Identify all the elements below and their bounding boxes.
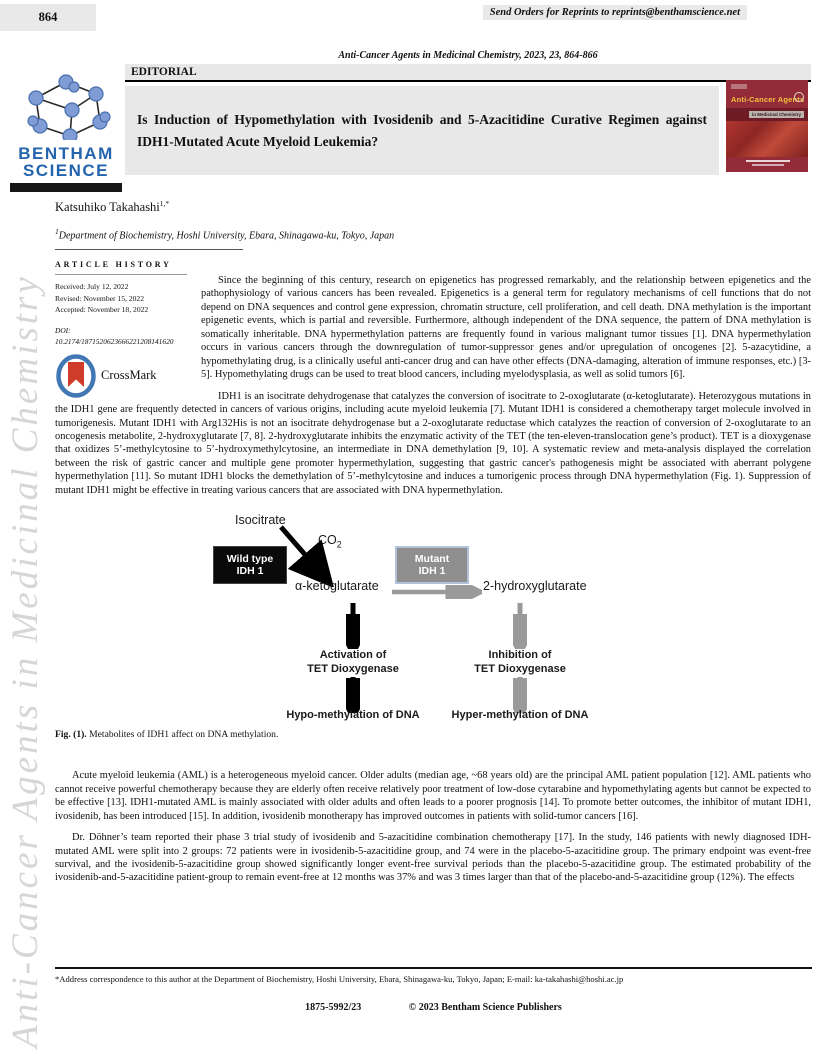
fig-co2-subscript: 2 xyxy=(336,539,342,550)
paragraph-phase3-trial: Dr. Döhner’s team reported their phase 3 trial study of ivosidenib and 5-azacitidine combination chemotherapy [17]. In the study, 146 patients with newly diagnosed IDH-mutated AML were split into 2 groups: 72 patients were in ivosidenib-5-azacitidine group, and 74 were in the placebo-5-azacitidine group. The primary endpoint was event-free survival, and the ivosidenib-5-azacitidine group showed significantly longer event-free survival periods than the placebo-5-azacitidine group. The estimated probability of the ivosidenib-and-5-azacitidine patient-group to remain event-free at 12 months was 37% and was 3 times larger than that of the placebo-and-5-azacitidine group (12%). The effects xyxy=(55,832,811,884)
article-title: Is Induction of Hypomethylation with Ivosidenib and 5-Azacitidine Curative Regimen against IDH1-Mutated Acute Myeloid Leukemia? xyxy=(137,111,707,149)
history-top-rule xyxy=(55,249,243,250)
fig-co2-base: CO xyxy=(318,533,337,548)
fig-inhibition-line2: TET Dioxygenase xyxy=(474,663,566,675)
affiliation-line xyxy=(55,227,394,241)
fig-2-hydroxyglutarate-label: 2-hydroxyglutarate xyxy=(483,579,587,594)
section-label: EDITORIAL xyxy=(125,64,811,82)
crossmark-badge[interactable] xyxy=(55,354,187,398)
history-accepted: Accepted: November 18, 2022 xyxy=(55,305,149,315)
fig-wild-line1: Wild type xyxy=(226,552,274,565)
doi-label: DOI: xyxy=(55,325,71,335)
article-history-rule xyxy=(55,274,187,275)
figure-caption-label: Fig. (1). xyxy=(55,729,87,741)
crossmark-icon xyxy=(55,354,97,398)
crossmark-label: CrossMark xyxy=(101,368,157,383)
article-history-box xyxy=(55,251,187,398)
arrow-akg-to-activation xyxy=(346,603,360,649)
arrow-isocitrate-to-akg xyxy=(275,523,345,587)
fig-alpha-ketoglutarate-label: α-ketoglutarate xyxy=(295,579,379,594)
paragraph-idh1-mechanism: IDH1 is an isocitrate dehydrogenase that catalyzes the conversion of isocitrate to 2-oxoglutarate (α-ketoglutarate). Heterozygous mutations in the IDH1 gene are frequently detected in cancers of various origins, including acute myeloid leukemia [7]. Mutant IDH1 is considered a chemotherapy target molecule involved in tumorigenesis. Mutant IDH1 with Arg132His is not an isocitrate dehydrogenase but a 2-oxoglutarate reductase which catalyzes the reaction of conversion of 2-oxoglutarate to an oncogenesis metabolite, 2-hydroxyglutarate [7, 8]. 2-hydroxyglutarate inhibits the enzymatic activity of the TET (the ten-eleven-translocation gene’s product). TET is a dioxygenase that oxidizes 5’-methylcytosine to 5’-hydroxymethylcytosine, an intermediate in DNA demethylation [9, 10]. A systematic review and meta-analysis displayed the correlation between the risk of gastric cancer and multiple gene promoter hypermethylation, suggesting that gastric cancer's pathogenesis might be associated with aberrant polygene hypermethylation [11]. So mutant IDH1 blocks the demethylation of 5’-methylcytosine and induces a tumorigenic process through DNA hypermethylation (Fig. 1). Suppression of mutant IDH1 might be effective in treating various cancers that are associated with DNA hypermethylation. xyxy=(55,390,811,496)
molecule-icon xyxy=(14,74,118,140)
publisher-footer-line xyxy=(55,1002,812,1013)
journal-citation-line: Anti-Cancer Agents in Medicinal Chemistry, 2023, 23, 864-866 xyxy=(338,50,598,61)
affiliation-text: Department of Biochemistry, Hoshi University, Ebara, Shinagawa-ku, Tokyo, Japan xyxy=(58,230,395,242)
arrow-akg-to-2hg xyxy=(390,585,482,599)
publisher-logo xyxy=(10,74,122,192)
figure-caption-text: Metabolites of IDH1 affect on DNA methylation. xyxy=(89,729,279,741)
fig-isocitrate-label: Isocitrate xyxy=(235,513,286,528)
journal-cover-thumbnail xyxy=(726,80,808,172)
affiliation-superscript: 1 xyxy=(55,227,59,236)
fig-inhibition-label xyxy=(460,649,580,677)
cover-issn-chip xyxy=(731,84,747,89)
footer-rule xyxy=(55,967,812,969)
arrow-inhibition-to-hyper xyxy=(513,677,527,713)
paragraph-aml-overview: Acute myeloid leukemia (AML) is a heterogeneous myeloid cancer. Older adults (median age, ~68 years old) are the principal AML patient population [12]. AML patients who cannot receive powerful chemotherapy because they are elderly often receive relatively poor treatment of low-dose cytarabine and hypomethylating agents but cannot be expected to be effective [13]. IDH1-mutated AML is mainly associated with older adults and often leads to a poorer prognosis [14]. To promote better outcomes, the inhibitor of mutant IDH1, ivosidenib, has been introduced [15]. In addition, ivosidenib monotherapy has improved outcomes in patients with solid-tumor cancers [16]. xyxy=(55,770,811,822)
publisher-name-line2: SCIENCE xyxy=(22,161,110,180)
doi-value: 10.2174/1871520623666221208141620 xyxy=(55,336,174,346)
issn-code: 1875-5992/23 xyxy=(305,1002,362,1013)
fig-hypo-methylation-label: Hypo-methylation of DNA xyxy=(286,709,420,722)
cover-emblem-icon xyxy=(794,92,804,102)
author-superscript: 1,* xyxy=(159,199,170,208)
logo-underline-bar xyxy=(10,183,122,192)
journal-watermark-vertical: Anti-Cancer Agents in Medicinal Chemistry xyxy=(5,274,46,1048)
fig-wild-line2: IDH 1 xyxy=(236,565,264,578)
fig-hyper-methylation-label: Hyper-methylation of DNA xyxy=(451,709,589,722)
author-name: Katsuhiko Takahashi xyxy=(55,200,160,215)
fig-activation-line2: TET Dioxygenase xyxy=(307,663,399,675)
fig-mutant-idh1-box xyxy=(395,546,469,584)
doi-block xyxy=(55,325,187,347)
fig-activation-line1: Activation of xyxy=(319,649,387,662)
cover-title: Anti-Cancer Agents xyxy=(731,95,805,104)
article-title-block xyxy=(125,86,719,175)
arrow-2hg-to-inhibition xyxy=(513,603,527,649)
publisher-name-line1: BENTHAM xyxy=(18,144,114,163)
cover-subtitle: in Medicinal Chemistry xyxy=(749,111,804,118)
page-number: 864 xyxy=(0,4,96,31)
figure-1-diagram xyxy=(55,511,811,725)
fig-mutant-line1: Mutant xyxy=(414,552,450,565)
paragraph-intro-epigenetics: Since the beginning of this century, research on epigenetics has progressed remarkably, and the relationship between epigenetics and the pathophysiology of various cancers has been revealed. Epigenetics is a general term for regulatory mechanisms of cell functions that do not depend on DNA sequences and control gene expression, chromatin structure, cell proliferation, and cell death. DNA methylation is the important epigenetic events, which is partial and reversible. Furthermore, although independent of the DNA sequence, the pattern of DNA methylation is somatically inheritable. DNA hypermethylation patterns are frequently found in various malignant tumor tissues [1]. DNA hypermethylation occurs in various cancers through the downregulation of tumor-suppressor genes and/or upregulation of oncogenes [2]. 5-azacytidine, a hypomethylating drug, is a clinically useful anti-cancer drug and can have other effects (DNA-damaging, alteration of immune responses, etc.) [3-5]. Hypomethylating drugs can be used to treat blood cancers, including myelodysplasia, as well as solid tumors [6]. xyxy=(201,275,811,381)
correspondence-note: *Address correspondence to this author at the Department of Biochemistry, Hoshi University, Ebara, Shinagawa-ku, Tokyo, Japan; E-mail: ka-takahashi@hoshi.ac.jp xyxy=(55,974,624,984)
reprint-notice: Send Orders for Reprints to reprints@benthamscience.net xyxy=(483,5,747,20)
main-text-column xyxy=(55,251,811,885)
fig-inhibition-line1: Inhibition of xyxy=(488,649,552,662)
article-history-heading: ARTICLE HISTORY xyxy=(55,260,172,269)
copyright-notice: © 2023 Bentham Science Publishers xyxy=(408,1002,562,1013)
figure-1-caption xyxy=(55,729,811,740)
history-revised: Revised: November 15, 2022 xyxy=(55,293,145,303)
arrow-activation-to-hypo xyxy=(346,677,360,713)
fig-activation-label xyxy=(293,649,413,677)
cover-caption-line xyxy=(746,160,790,162)
cover-collage-image xyxy=(726,121,808,157)
cover-caption-line xyxy=(752,164,784,166)
history-received: Received: July 12, 2022 xyxy=(55,282,129,291)
author-line xyxy=(55,199,169,215)
fig-mutant-line2: IDH 1 xyxy=(418,565,446,578)
